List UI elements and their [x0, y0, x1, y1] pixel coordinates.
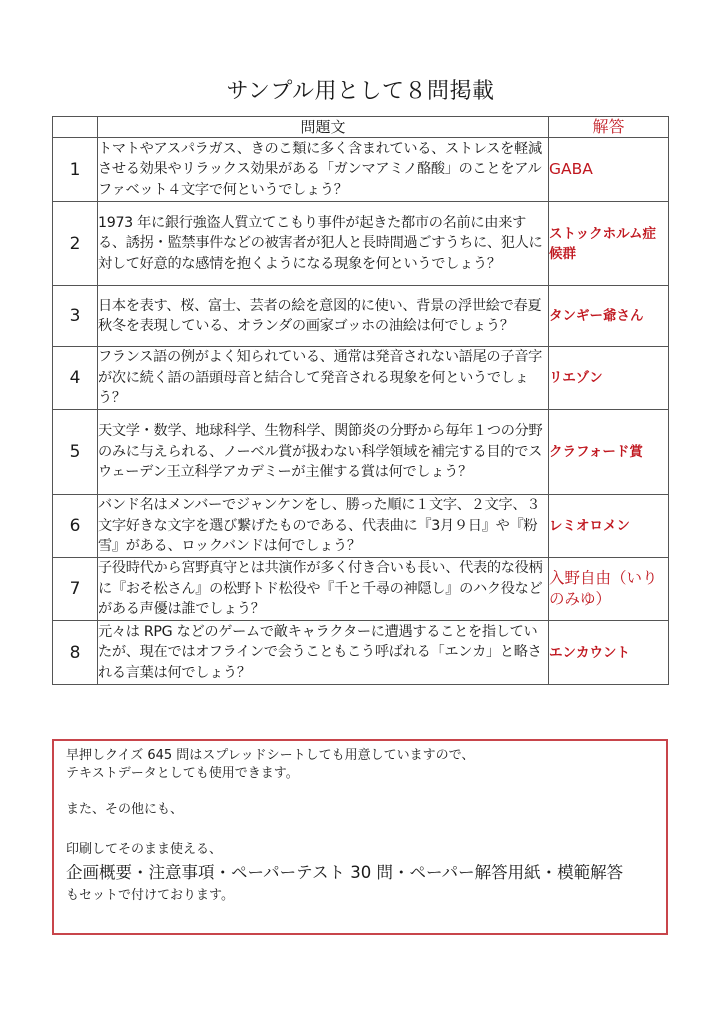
row-answer: クラフォード賞 — [549, 410, 669, 495]
row-question: 天文学・数学、地球科学、生物科学、関節炎の分野から毎年１つの分野のみに与えられる、ノーベル賞が扱わない科学領域を補完する目的でスウェーデン王立科学アカデミーが主催する賞は何でしょう？ — [98, 410, 549, 495]
row-answer: リエゾン — [549, 347, 669, 410]
row-answer: タンギー爺さん — [549, 286, 669, 347]
table-header-row — [53, 117, 669, 138]
row-answer: エンカウント — [549, 621, 669, 685]
info-box — [52, 739, 668, 935]
table-row — [53, 410, 669, 495]
row-question: バンド名はメンバーでジャンケンをし、勝った順に１文字、２文字、３文字好きな文字を選び繋げたものである、代表曲に『3月９日』や『粉雪』がある、ロックバンドは何でしょう？ — [98, 495, 549, 558]
row-answer: ストックホルム症候群 — [549, 202, 669, 286]
info-line-print: 印刷してそのまま使える、 — [66, 842, 223, 857]
row-question: トマトやアスパラガス、きのこ類に多く含まれている、ストレスを軽減させる効果やリラックス効果がある「ガンマアミノ酪酸」のことをアルファベット４文字で何というでしょう？ — [98, 138, 549, 202]
row-answer: レミオロメン — [549, 495, 669, 558]
row-number: 2 — [53, 202, 98, 286]
table-row — [53, 621, 669, 685]
row-number: 3 — [53, 286, 98, 347]
row-question: 日本を表す、桜、富士、芸者の絵を意図的に使い、背景の浮世絵で春夏秋冬を表現している、オランダの画家ゴッホの油絵は何でしょう？ — [98, 286, 549, 347]
row-number: 6 — [53, 495, 98, 558]
table-row — [53, 138, 669, 202]
row-question: 1973 年に銀行強盗人質立てこもり事件が起きた都市の名前に由来する、誘拐・監禁事件などの被害者が犯人と長時間過ごすうちに、犯人に対して好意的な感情を抱くようになる現象を何というでしょう？ — [98, 202, 549, 286]
row-number: 5 — [53, 410, 98, 495]
row-number: 4 — [53, 347, 98, 410]
row-question: 元々は RPG などのゲームで敵キャラクターに遭遇することを指していたが、現在ではオフラインで会うこともこう呼ばれる「エンカ」と略される言葉は何でしょう？ — [98, 621, 549, 685]
row-number: 7 — [53, 558, 98, 621]
info-line-set: もセットで付けております。 — [66, 888, 234, 903]
row-answer: GABA — [549, 138, 669, 202]
page-title: サンプル用として８問掲載 — [226, 79, 495, 104]
info-line-spreadsheet: 早押しクイズ 645 問はスプレッドシートしても用意していますので、 — [66, 748, 475, 763]
row-question: フランス語の例がよく知られている、通常は発音されない語尾の子音字が次に続く語の語頭母音と結合して発音される現象を何というでしょう？ — [98, 347, 549, 410]
table-row — [53, 558, 669, 621]
header-answer: 解答 — [549, 117, 669, 138]
quiz-table — [52, 116, 669, 685]
row-answer: 入野自由（いりのみゆ） — [549, 558, 669, 621]
header-question: 問題文 — [98, 117, 549, 138]
table-row — [53, 202, 669, 286]
spacer — [66, 783, 666, 801]
table-row — [53, 495, 669, 558]
row-number: 1 — [53, 138, 98, 202]
table-row — [53, 286, 669, 347]
row-question: 子役時代から宮野真守とは共演作が多く付き合いも長い、代表的な役柄に『おそ松さん』の松野トド松役や『千と千尋の神隠し』のハク役などがある声優は誰でしょう？ — [98, 558, 549, 621]
header-number — [53, 117, 98, 138]
info-line-also: また、その他にも、 — [66, 802, 184, 817]
info-line-contents: 企画概要・注意事項・ペーパーテスト 30 問・ペーパー解答用紙・模範解答 — [66, 863, 624, 882]
row-number: 8 — [53, 621, 98, 685]
table-row — [53, 347, 669, 410]
info-line-textdata: テキストデータとしても使用できます。 — [66, 766, 299, 781]
spacer — [66, 819, 666, 841]
